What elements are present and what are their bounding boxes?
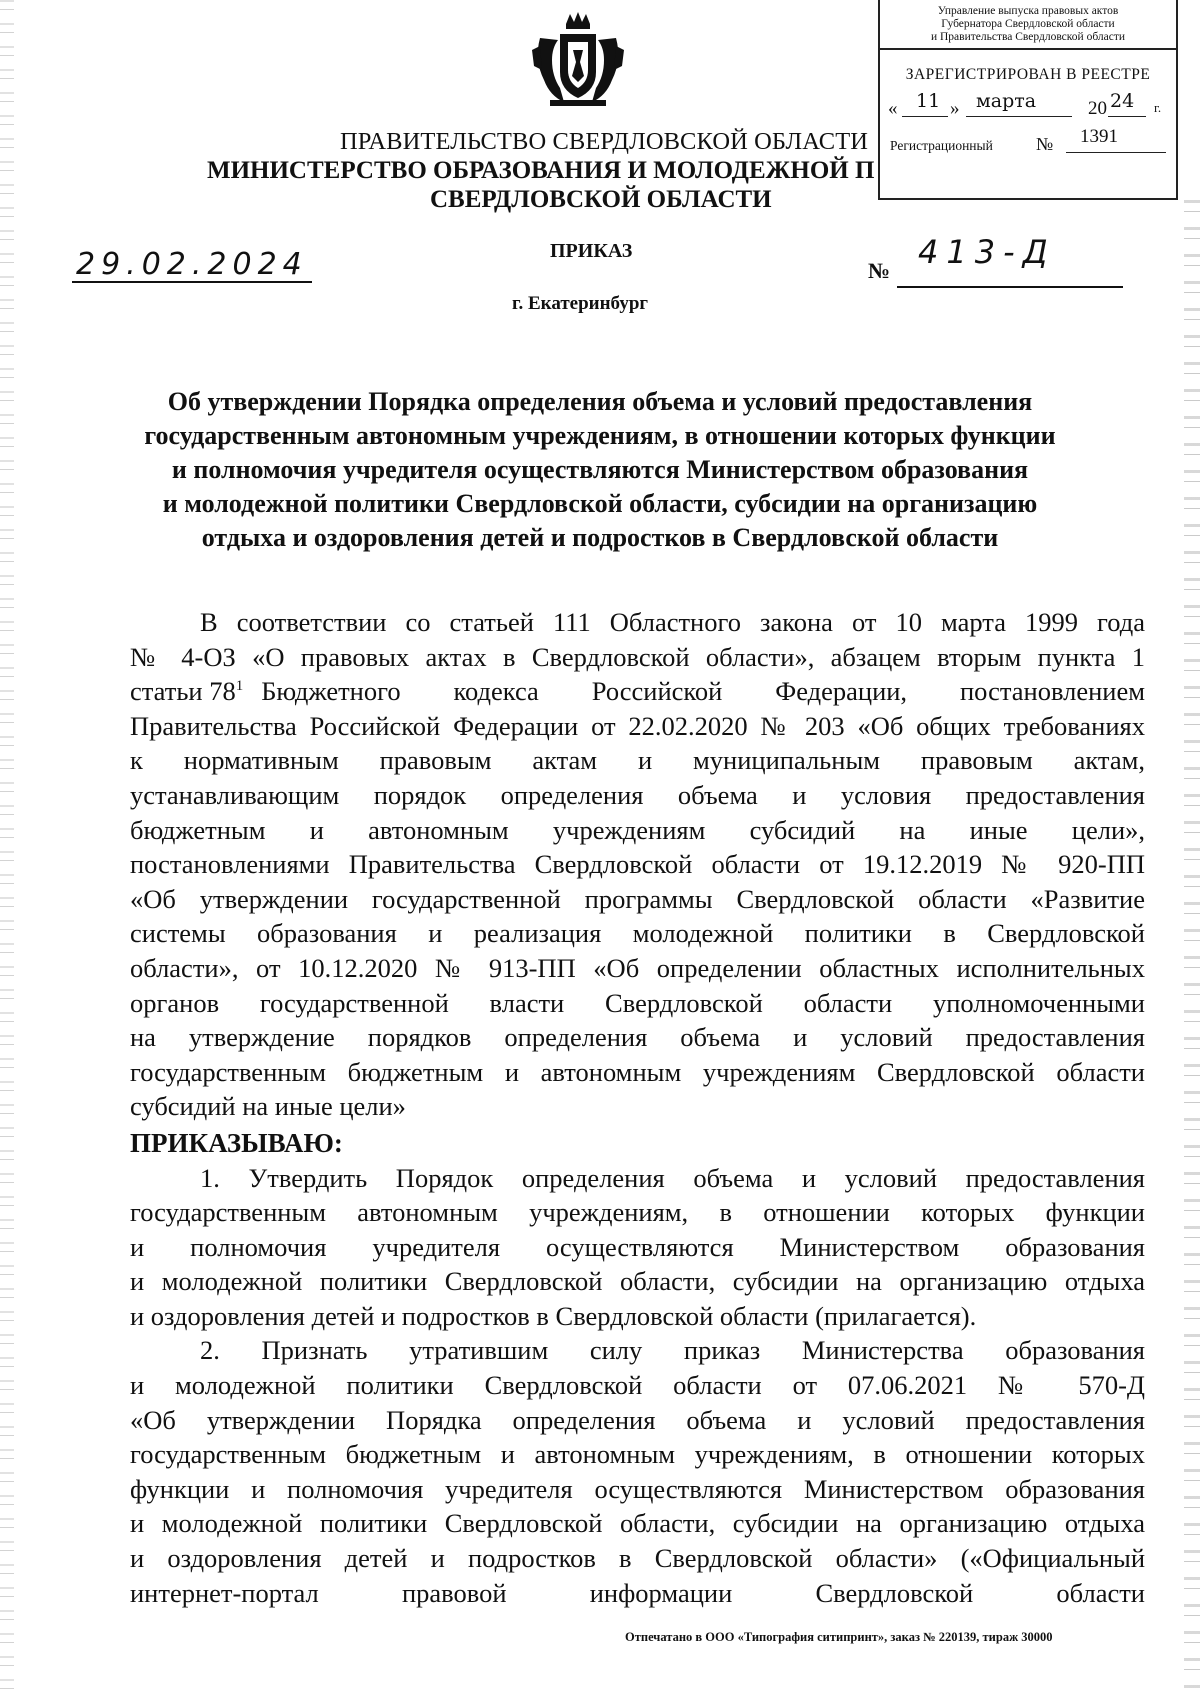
item2-line: интернет-портал правовой информации Свердловской области [130,1577,1145,1608]
stamp-quote-open: « [888,98,898,119]
item1-line: и полномочия учредителя осуществляются Министерством образования [130,1231,1145,1262]
stamp-reg-number-value: 1391 [1080,126,1118,147]
preamble-line: к нормативным правовым актам и муниципальным правовым актам, [130,745,1145,776]
preamble-line: на утверждение порядков определения объема и условий предоставления [130,1022,1145,1053]
stamp-day: 11 [916,90,941,112]
stamp-registered-label: ЗАРЕГИСТРИРОВАН В РЕЕСТРЕ [905,66,1151,83]
stamp-quote-close: » [950,98,960,119]
ministry-name-line2: СВЕРДЛОВСКОЙ ОБЛАСТИ [430,186,772,213]
printer-imprint: Отпечатано в ООО «Типография ситипринт», заказ № 220139, тираж 30000 [625,1630,1053,1644]
preamble-line: постановлениями Правительства Свердловской области от 19.12.2019 № 920-ПП [130,849,1145,880]
stamp-reg-number [880,124,1176,154]
preamble-line: Правительства Российской Федерации от 22.02.2020 № 203 «Об общих требованиях [130,710,1145,741]
item2-line: «Об утверждении Порядка определения объема и условий предоставления [130,1404,1145,1435]
stamp-reg-label: Регистрационный [890,138,993,153]
stamp-dept-line: Губернатора Свердловской области [941,18,1115,30]
item1-line: и оздоровления детей и подростков в Свердловской области (прилагается). [130,1300,977,1331]
stamp-year-abbr: г. [1154,100,1162,115]
stamp-no-sign: № [1036,134,1054,154]
date-underline [72,281,312,283]
preamble-fragment: статьи 78 [130,676,236,707]
preamble-line: системы образования и реализация молодежной политики в Свердловской [130,918,1145,949]
preamble-fragment: Бюджетного кодекса Российской Федерации, постановлением [261,676,1145,707]
stamp-date [880,84,1176,124]
title-line: и полномочия учредителя осуществляются Министерством образования [171,455,1029,484]
stamp-year-prefix: 20 [1088,98,1107,119]
government-name: ПРАВИТЕЛЬСТВО СВЕРДЛОВСКОЙ ОБЛАСТИ [340,128,869,155]
stamp-year-suffix: 24 [1110,90,1135,112]
number-sign: № [868,258,891,283]
coat-of-arms-icon [530,10,626,110]
title-line: и молодежной политики Свердловской области, субсидии на организацию [162,489,1038,518]
superscript: 1 [235,678,244,695]
scan-edge-right [1184,200,1200,1693]
item1-line: и молодежной политики Свердловской области, субсидии на организацию отдыха [130,1266,1145,1297]
preamble-line: В соответствии со статьей 111 Областного закона от 10 марта 1999 года [200,607,1145,637]
stamp-dept-line: и Правительства Свердловской области [930,31,1126,43]
item2-line: 2. Признать утратившим силу приказ Министерства образования [200,1335,1145,1366]
scan-edge-left [0,0,14,1693]
preamble-line: области», от 10.12.2020 № 913-ПП «Об определении областных исполнительных [130,952,1145,983]
city: г. Екатеринбург [512,293,649,314]
stamp-dept-line: Управление выпуска правовых актов [937,5,1119,17]
preamble-line: № 4-ОЗ «О правовых актах в Свердловской области», абзацем вторым пункта 1 [130,641,1145,672]
preamble-line: органов государственной власти Свердловской области уполномоченными [130,987,1145,1018]
preamble-word [130,674,243,709]
item2-line: функции и полномочия учредителя осуществляются Министерством образования [130,1473,1145,1504]
item2-line: и молодежной политики Свердловской области от 07.06.2021 № 570-Д [130,1370,1145,1401]
preamble-line: бюджетным и автономным учреждениям субсидий на иные цели», [130,814,1145,845]
item1-line: государственным автономным учреждениям, в отношении которых функции [130,1197,1145,1228]
item2-line: и молодежной политики Свердловской области, субсидии на организацию отдыха [130,1508,1145,1539]
stamp-month: марта [976,90,1037,112]
document-type: ПРИКАЗ [550,240,633,262]
preamble-line: государственным бюджетным и автономным учреждениям Свердловской области [130,1056,1145,1087]
title-line: государственным автономным учреждениям, в отношении которых функции [144,421,1056,450]
number-underline [897,286,1123,288]
document-title [100,385,1100,555]
order-date: 29.02.2024 [76,247,308,282]
ministry-name: МИНИСТЕРСТВО ОБРАЗОВАНИЯ И МОЛОДЕЖНОЙ П [207,157,875,184]
stamp-department [880,0,1176,50]
order-number: 413-Д [918,233,1056,271]
title-line: отдыха и оздоровления детей и подростков в Свердловской области [201,523,999,552]
document-body [130,605,1145,1610]
order-word: ПРИКАЗЫВАЮ: [130,1127,343,1158]
item1-line: 1. Утвердить Порядок определения объема и условий предоставления [200,1162,1145,1193]
preamble-line: «Об утверждении государственной программы Свердловской области «Развитие [130,883,1145,914]
preamble-line [130,674,1145,709]
title-line: Об утверждении Порядка определения объема и условий предоставления [167,387,1033,416]
preamble-line: субсидий на иные цели» [130,1091,406,1122]
registration-stamp [878,0,1178,200]
item2-line: государственным бюджетным и автономным учреждениям, в отношении которых [130,1439,1145,1470]
preamble-line: устанавливающим порядок определения объема и условия предоставления [130,779,1145,810]
item2-line: и оздоровления детей и подростков в Свердловской области» («Официальный [130,1543,1145,1574]
